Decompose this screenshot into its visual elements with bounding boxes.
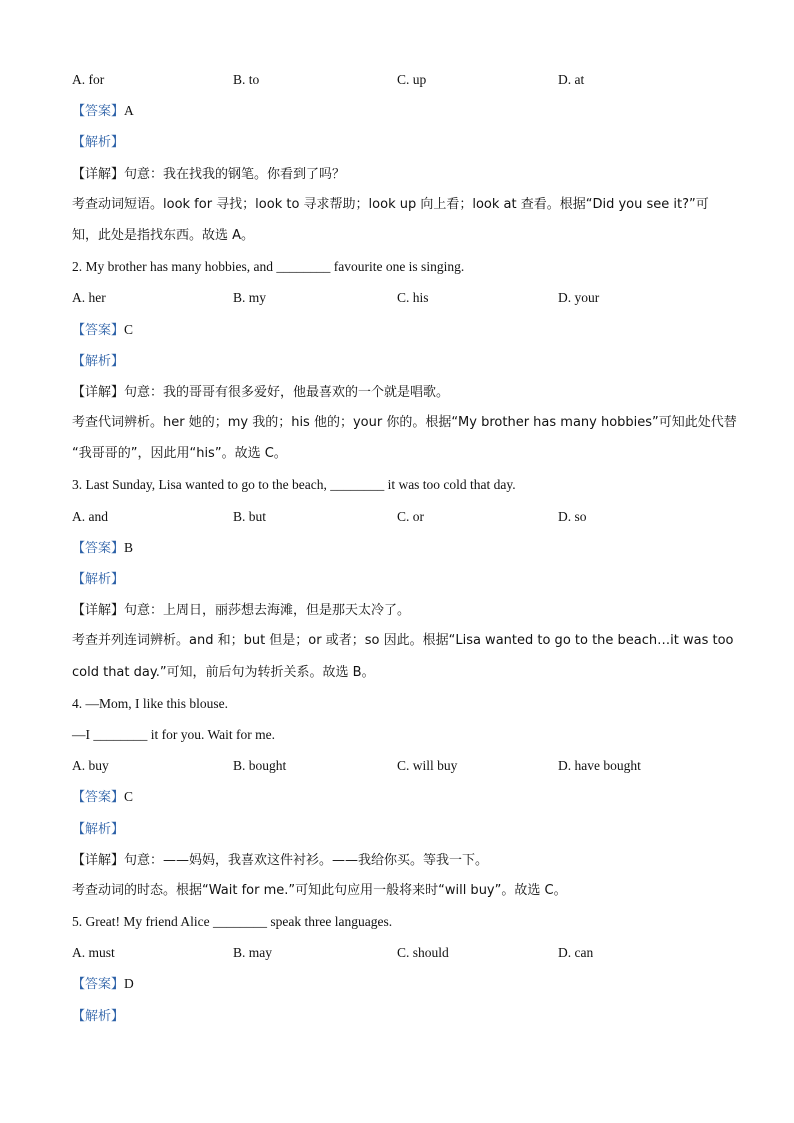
q5-analysis xyxy=(72,1000,722,1031)
q3-answer-value: B xyxy=(124,539,134,555)
q5-options xyxy=(72,937,722,968)
q3-option-c: C. or xyxy=(397,508,424,524)
q4-answer-value: C xyxy=(124,789,134,805)
q2-explanation-line-2: “我哥哥的”，因此用“his”。故选 C。 xyxy=(72,446,287,462)
q5-answer-value: D xyxy=(124,976,134,992)
q1-options xyxy=(72,64,722,95)
detail-tag: 【详解】 xyxy=(72,384,125,400)
q4-option-b: B. bought xyxy=(233,758,287,774)
q3-option-b: B. but xyxy=(233,508,267,524)
detail-tag: 【详解】 xyxy=(72,852,125,868)
q4-stem-line-2: —I ________ it for you. Wait for me. xyxy=(72,726,276,742)
q4-detail xyxy=(72,844,722,875)
q3-option-d: D. so xyxy=(558,508,587,524)
q2-stem: 2. My brother has many hobbies, and ________ favourite one is singing. xyxy=(72,259,465,275)
answer-tag: 【答案】 xyxy=(72,977,125,993)
q3-detail-text: 句意：上周日，丽莎想去海滩，但是那天太冷了。 xyxy=(124,603,411,619)
q2-explanation-line-1: 考查代词辨析。her 她的；my 我的；his 他的；your 你的。根据“My brother has many hobbies”可知此处代替 xyxy=(72,415,737,431)
q5-stem: 5. Great! My friend Alice ________ speak three languages. xyxy=(72,914,393,930)
q2-detail xyxy=(72,376,722,407)
q3-detail xyxy=(72,594,722,625)
q1-option-a: A. for xyxy=(72,72,105,87)
q3-explanation-line-2: cold that day.”可知，前后句为转折关系。故选 B。 xyxy=(72,664,375,680)
q3-answer xyxy=(72,532,722,563)
q1-explanation-line-1: 考查动词短语。look for 寻找；look to 寻求帮助；look up 向上看；look at 查看。根据“Did you see it?”可 xyxy=(72,196,709,212)
analysis-tag: 【解析】 xyxy=(72,1008,125,1024)
q1-detail-text: 句意：我在找我的钢笔。你看到了吗？ xyxy=(124,166,346,182)
q1-answer-value: A xyxy=(124,103,134,119)
analysis-tag: 【解析】 xyxy=(72,135,125,151)
q4-detail-text: 句意：——妈妈，我喜欢这件衬衫。——我给你买。等我一下。 xyxy=(124,852,489,868)
q3-explanation-line-1: 考查并列连词辨析。and 和；but 但是；or 或者；so 因此。根据“Lisa wanted to go to the beach…it was too xyxy=(72,633,734,649)
q1-option-d: D. at xyxy=(558,72,585,87)
q2-option-a: A. her xyxy=(72,290,106,306)
q3-stem: 3. Last Sunday, Lisa wanted to go to the beach, ________ it was too cold that day. xyxy=(72,477,516,493)
q1-explanation-line-2: 知，此处是指找东西。故选 A。 xyxy=(72,227,255,243)
q2-option-c: C. his xyxy=(397,290,429,306)
analysis-tag: 【解析】 xyxy=(72,572,125,587)
q4-answer xyxy=(72,781,722,812)
q4-option-d: D. have bought xyxy=(558,758,641,774)
q4-stem-line-1: 4. —Mom, I like this blouse. xyxy=(72,695,228,711)
q4-analysis xyxy=(72,813,722,844)
analysis-tag: 【解析】 xyxy=(72,353,125,369)
detail-tag: 【详解】 xyxy=(72,603,125,619)
q4-option-c: C. will buy xyxy=(397,758,458,774)
q1-option-c: C. up xyxy=(397,72,427,87)
q4-options xyxy=(72,750,722,781)
q2-answer xyxy=(72,314,722,345)
detail-tag: 【详解】 xyxy=(72,166,125,182)
q1-option-b: B. to xyxy=(233,72,260,87)
q3-option-a: A. and xyxy=(72,508,108,524)
q2-option-b: B. my xyxy=(233,290,267,306)
q3-analysis xyxy=(72,563,722,594)
q5-answer xyxy=(72,968,722,999)
question-list xyxy=(72,64,737,1031)
q1-analysis xyxy=(72,126,722,157)
q2-detail-text: 句意：我的哥哥有很多爱好，他最喜欢的一个就是唱歌。 xyxy=(124,384,450,400)
q2-answer-value: C xyxy=(124,321,134,337)
q5-option-a: A. must xyxy=(72,945,115,961)
q2-options xyxy=(72,282,722,313)
answer-tag: 【答案】 xyxy=(72,104,125,120)
q5-option-c: C. should xyxy=(397,945,449,961)
q5-option-b: B. may xyxy=(233,945,272,961)
answer-tag: 【答案】 xyxy=(72,322,125,338)
q1-answer xyxy=(72,95,722,126)
answer-tag: 【答案】 xyxy=(72,540,125,556)
analysis-tag: 【解析】 xyxy=(72,821,125,837)
q3-options xyxy=(72,501,722,532)
q4-option-a: A. buy xyxy=(72,758,109,774)
q4-explanation-line-1: 考查动词的时态。根据“Wait for me.”可知此句应用一般将来时“will buy”。故选 C。 xyxy=(72,882,567,898)
q2-option-d: D. your xyxy=(558,290,600,306)
q1-detail xyxy=(72,158,722,189)
q5-option-d: D. can xyxy=(558,945,594,961)
q2-analysis xyxy=(72,345,722,376)
answer-tag: 【答案】 xyxy=(72,790,125,806)
